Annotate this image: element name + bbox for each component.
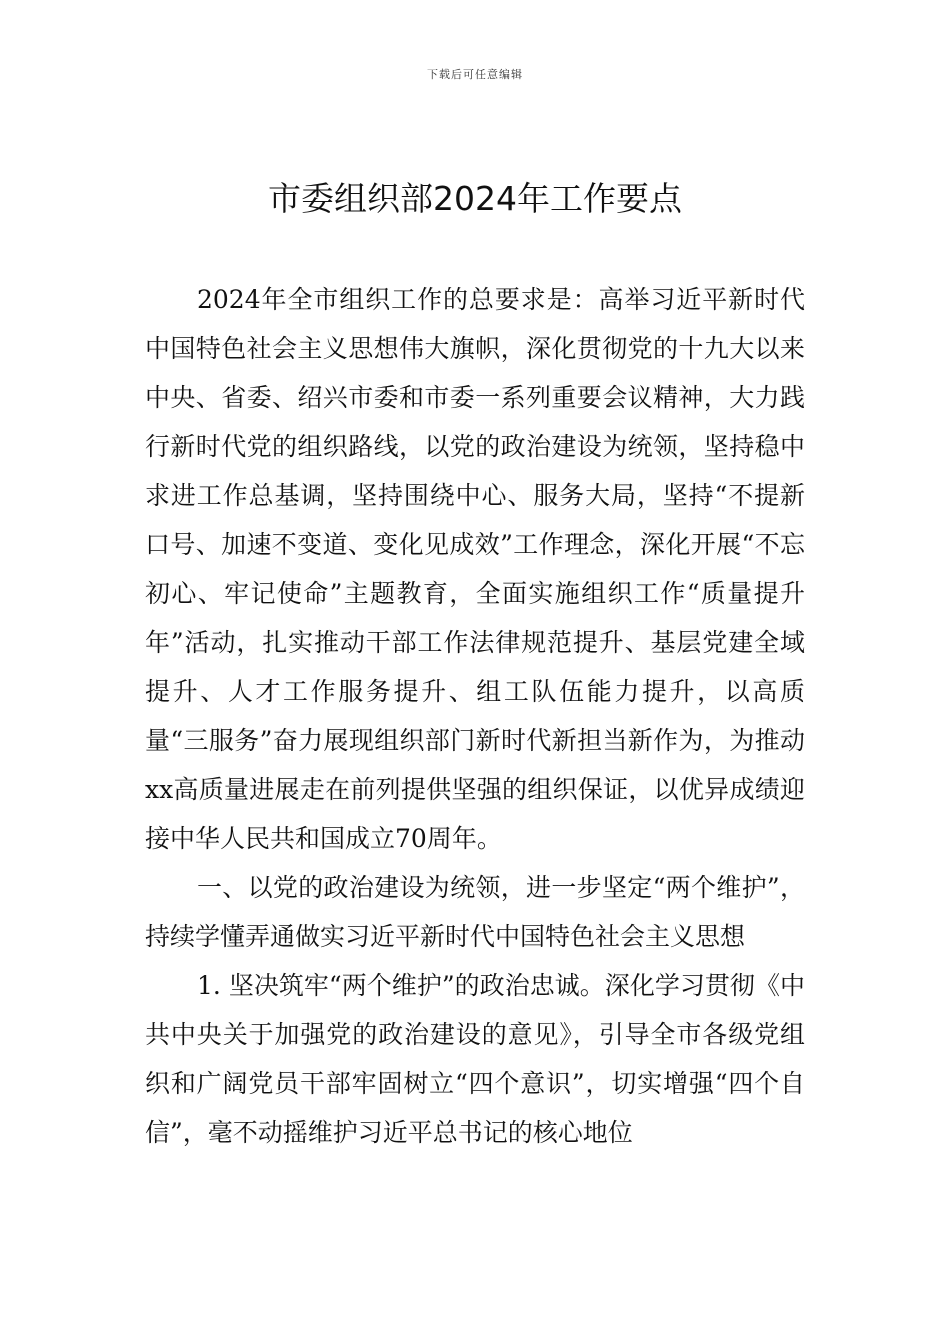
paragraph-intro: 2024年全市组织工作的总要求是：高举习近平新时代中国特色社会主义思想伟大旗帜，深化贯彻党的十九大以来中央、省委、绍兴市委和市委一系列重要会议精神，大力践行新时代党的组织路线，以党的政治建设为统领，坚持稳中求进工作总基调，坚持围绕中心、服务大局，坚持“不提新口号、加速不变道、变化见成效”工作理念，深化开展“不忘初心、牢记使命”主题教育，全面实施组织工作“质量提升年”活动，扎实推动干部工作法律规范提升、基层党建全域提升、人才工作服务提升、组工队伍能力提升，以高质量“三服务”奋力展现组织部门新时代新担当新作为，为推动xx高质量进展走在前列提供坚强的组织保证，以优异成绩迎接中华人民共和国成立70周年。: [145, 285, 805, 853]
document-body: [145, 275, 805, 1157]
header-note: 下载后可任意编辑: [427, 68, 523, 81]
document-title: 市委组织部2024年工作要点: [268, 179, 682, 218]
paragraph-item-1: 1. 坚决筑牢“两个维护”的政治忠诚。深化学习贯彻《中共中央关于加强党的政治建设的意见》，引导全市各级党组织和广阔党员干部牢固树立“四个意识”，切实增强“四个自信”，毫不动摇维护习近平总书记的核心地位: [145, 971, 805, 1147]
paragraph-section-heading: 一、以党的政治建设为统领，进一步坚定“两个维护”，持续学懂弄通做实习近平新时代中国特色社会主义思想: [145, 873, 805, 951]
